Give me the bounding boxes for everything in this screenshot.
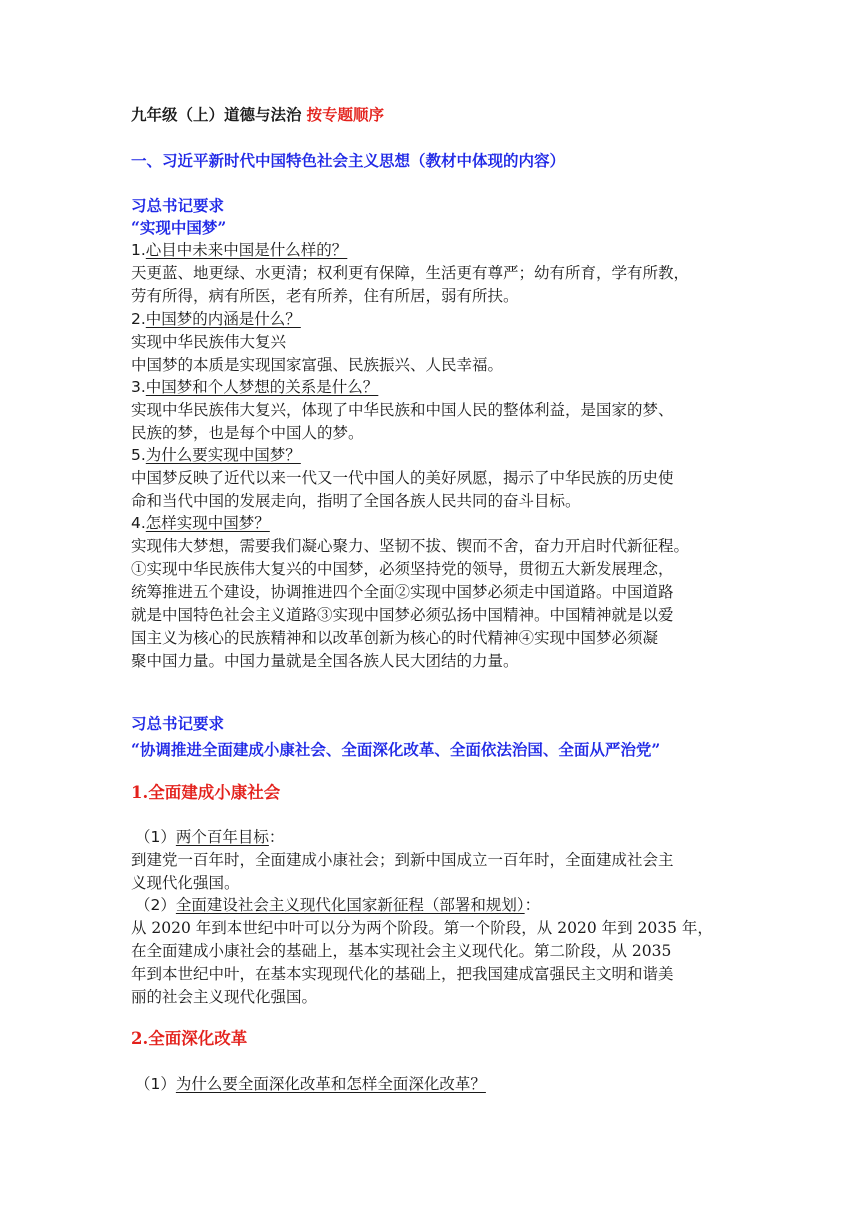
answer-2-line: 实现中华民族伟大复兴 bbox=[131, 333, 287, 351]
part1-item-1-answer: 到建党一百年时，全面建成小康社会；到新中国成立一百年时，全面建成社会主 bbox=[131, 851, 674, 869]
part1-item-2-colon: ： bbox=[524, 896, 541, 914]
section1-quote: “实现中国梦” bbox=[131, 218, 227, 237]
question-5 bbox=[131, 444, 741, 466]
question-4-number: 4. bbox=[131, 514, 146, 532]
answer-2-line: 中国梦的本质是实现国家富强、民族振兴、人民幸福。 bbox=[131, 356, 504, 374]
part1-item-1-number: （1） bbox=[135, 828, 176, 846]
question-1-text: 心目中未来中国是什么样的？ bbox=[145, 241, 348, 259]
question-3 bbox=[131, 376, 741, 398]
question-1-number: 1. bbox=[131, 241, 146, 259]
order-tag: 按专题顺序 bbox=[306, 105, 384, 124]
part1-item-2-answer: 在全面建成小康社会的基础上，基本实现社会主义现代化。第二阶段，从 2035 bbox=[131, 942, 672, 960]
answer-5-line: 中国梦反映了近代以来一代又一代中国人的美好夙愿，揭示了中华民族的历史使 bbox=[131, 469, 674, 487]
part2-item-1-number: （1） bbox=[135, 1075, 176, 1093]
question-3-number: 3. bbox=[131, 378, 146, 396]
part2-item-1 bbox=[135, 1073, 745, 1095]
part2-title: 2.全面深化改革 bbox=[131, 1029, 248, 1048]
part1-item-2-label: 全面建设社会主义现代化国家新征程（部署和规划） bbox=[175, 896, 525, 914]
question-5-text: 为什么要实现中国梦？ bbox=[145, 446, 301, 464]
section1-requirement-label: 习总书记要求 bbox=[131, 196, 225, 215]
answer-1-line: 劳有所得，病有所医，老有所养，住有所居，弱有所扶。 bbox=[131, 287, 519, 305]
grade-subject: 九年级（上）道德与法治 bbox=[131, 105, 302, 124]
answer-4-line: 统筹推进五个建设，协调推进四个全面②实现中国梦必须走中国道路。中国道路 bbox=[131, 583, 674, 601]
question-2 bbox=[131, 308, 741, 330]
question-4-text: 怎样实现中国梦？ bbox=[145, 514, 270, 532]
part2-item-1-label: 为什么要全面深化改革和怎样全面深化改革？ bbox=[175, 1075, 486, 1093]
document-header bbox=[131, 104, 741, 126]
part1-item-1-colon: ： bbox=[268, 828, 285, 846]
part1-item-1-label: 两个百年目标 bbox=[175, 828, 269, 846]
section2-requirement-label: 习总书记要求 bbox=[131, 714, 225, 733]
answer-4-line: ①实现中华民族伟大复兴的中国梦，必须坚持党的领导，贯彻五大新发展理念， bbox=[131, 560, 674, 578]
question-3-text: 中国梦和个人梦想的关系是什么？ bbox=[145, 378, 379, 396]
part1-title: 1.全面建成小康社会 bbox=[131, 783, 281, 802]
section1-title: 一、习近平新时代中国特色社会主义思想（教材中体现的内容） bbox=[131, 151, 566, 170]
answer-5-line: 命和当代中国的发展走向，指明了全国各族人民共同的奋斗目标。 bbox=[131, 492, 581, 510]
answer-4-line: 就是中国特色社会主义道路③实现中国梦必须弘扬中国精神。中国精神就是以爱 bbox=[131, 606, 674, 624]
part1-item-2-answer: 丽的社会主义现代化强国。 bbox=[131, 988, 318, 1006]
part1-item-2-answer: 年到本世纪中叶，在基本实现现代化的基础上，把我国建成富强民主文明和谐美 bbox=[131, 965, 674, 983]
answer-4-line: 国主义为核心的民族精神和以改革创新为核心的时代精神④实现中国梦必须凝 bbox=[131, 629, 659, 647]
question-1 bbox=[131, 239, 741, 261]
part1-item-1 bbox=[135, 826, 745, 848]
answer-1-line: 天更蓝、地更绿、水更清；权利更有保障，生活更有尊严；幼有所育，学有所教， bbox=[131, 264, 690, 282]
part1-item-2-number: （2） bbox=[135, 896, 176, 914]
part1-item-1-answer: 义现代化强国。 bbox=[131, 874, 240, 892]
section2-quote: “协调推进全面建成小康社会、全面深化改革、全面依法治国、全面从严治党” bbox=[131, 740, 661, 759]
answer-3-line: 实现中华民族伟大复兴，体现了中华民族和中国人民的整体利益，是国家的梦、 bbox=[131, 401, 674, 419]
question-2-number: 2. bbox=[131, 310, 146, 328]
part1-item-2 bbox=[135, 894, 745, 916]
question-5-number: 5. bbox=[131, 446, 146, 464]
question-4 bbox=[131, 512, 741, 534]
answer-3-line: 民族的梦，也是每个中国人的梦。 bbox=[131, 424, 364, 442]
question-2-text: 中国梦的内涵是什么？ bbox=[145, 310, 301, 328]
answer-4-line: 实现伟大梦想，需要我们凝心聚力、坚韧不拔、锲而不舍，奋力开启时代新征程。 bbox=[131, 537, 690, 555]
part1-item-2-answer: 从 2020 年到本世纪中叶可以分为两个阶段。第一个阶段，从 2020 年到 2035 年， bbox=[131, 919, 713, 937]
answer-4-line: 聚中国力量。中国力量就是全国各族人民大团结的力量。 bbox=[131, 652, 519, 670]
